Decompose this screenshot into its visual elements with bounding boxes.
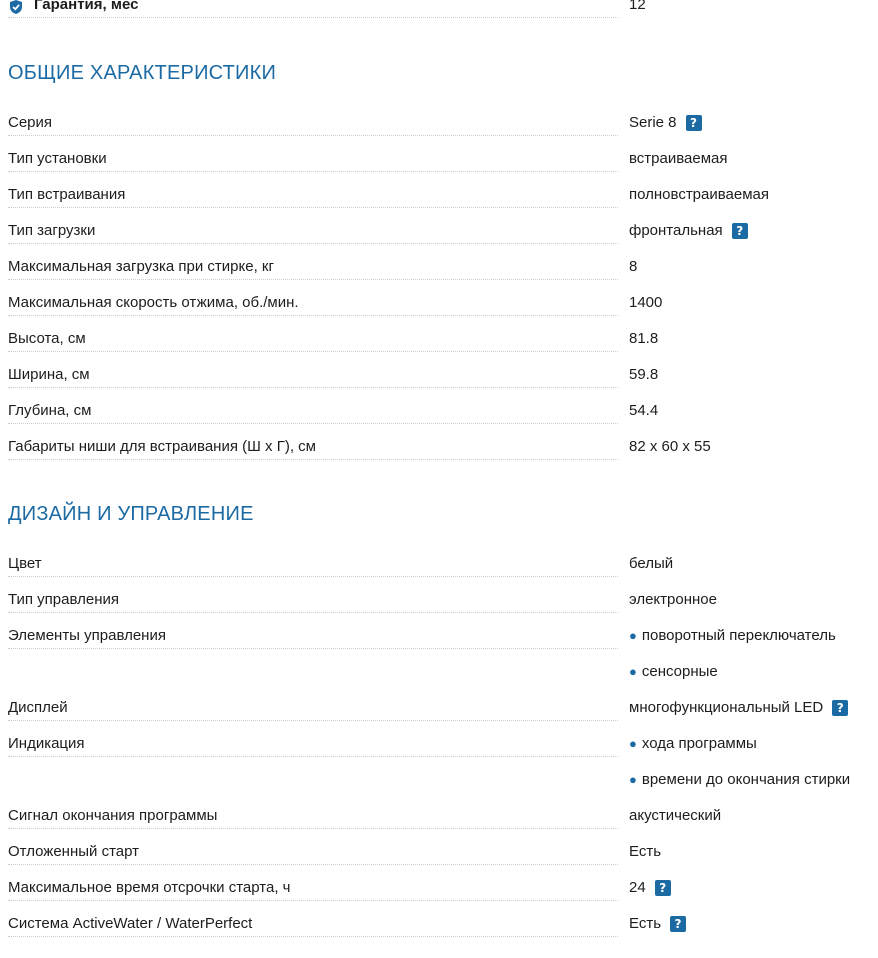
spec-row [8,330,878,366]
dotted-leader [8,351,618,352]
spec-value-cell [629,915,686,933]
spec-value: Есть [629,843,662,860]
dotted-leader [8,828,618,829]
spec-value-cell [629,807,721,825]
spec-row [8,294,878,330]
spec-value-cell [629,150,728,168]
dotted-leader [8,936,618,937]
help-icon[interactable]: ? [655,880,671,896]
dotted-leader [8,17,618,18]
spec-value: 24 [629,879,646,896]
dotted-leader [8,207,618,208]
spec-value-cell [629,258,637,276]
spec-value-cell [629,879,671,897]
spec-label-cell [8,555,618,591]
spec-row [8,555,878,591]
dotted-leader [8,648,618,649]
dotted-leader [8,576,618,577]
spec-label-cell [8,0,618,32]
spec-label: Глубина, см [8,402,97,419]
spec-label-cell [8,330,618,366]
spec-value-cell [629,843,661,861]
dotted-leader [8,612,618,613]
spec-value: фронтальная [629,222,723,239]
spec-value: акустический [629,807,722,824]
spec-value: Есть [629,915,662,932]
dotted-leader [8,900,618,901]
spec-label: Система ActiveWater / WaterPerfect [8,915,258,932]
spec-label-cell [8,627,618,663]
spec-label: Тип установки [8,150,113,167]
spec-value-bullet [629,771,850,789]
dotted-leader [8,756,618,757]
dotted-leader [8,459,618,460]
spec-label: Гарантия, мес [34,0,144,13]
spec-row [8,258,878,294]
spec-label: Максимальная скорость отжима, об./мин. [8,294,305,311]
spec-label-cell [8,294,618,330]
spec-value: 81.8 [629,330,659,347]
spec-label-cell [8,843,618,879]
spec-value: сенсорные [641,663,718,680]
spec-value-cell [629,438,711,456]
spec-value: встраиваемая [629,150,728,167]
dotted-leader [8,135,618,136]
spec-value-cell [629,222,748,240]
spec-value-cell [629,555,673,573]
spec-value-cell [629,186,769,204]
dotted-leader [8,423,618,424]
spec-row [8,591,878,627]
spec-label-cell [8,366,618,402]
dotted-leader [8,171,618,172]
spec-row [8,915,878,951]
spec-label: Высота, см [8,330,92,347]
section-title-design: ДИЗАЙН И УПРАВЛЕНИЕ [8,503,254,525]
bullet-icon: ● [629,772,637,787]
spec-value: 1400 [629,294,663,311]
help-icon[interactable]: ? [732,223,748,239]
bullet-icon: ● [629,628,637,643]
spec-label-cell [8,438,618,474]
spec-row [8,402,878,438]
spec-value: времени до окончания стирки [641,771,851,788]
dotted-leader [8,243,618,244]
dotted-leader [8,864,618,865]
help-icon[interactable]: ? [686,115,702,131]
spec-label-cell [8,258,618,294]
spec-label: Индикация [8,735,91,752]
spec-row [8,843,878,879]
spec-label-cell [8,114,618,150]
spec-value: многофункциональный LED [629,699,824,716]
spec-value: поворотный переключатель [641,627,836,644]
spec-value: 82 х 60 х 55 [629,438,711,455]
dotted-leader [8,720,618,721]
spec-value-cell [629,366,658,384]
spec-row [8,186,878,222]
spec-value-cell [629,330,658,348]
spec-label: Максимальная загрузка при стирке, кг [8,258,280,275]
spec-label-cell [8,699,618,735]
spec-row [8,114,878,150]
spec-value: 59.8 [629,366,659,383]
spec-label: Максимальное время отсрочки старта, ч [8,879,296,896]
spec-label: Отложенный старт [8,843,145,860]
spec-label: Тип загрузки [8,222,101,239]
spec-value: электронное [629,591,717,608]
spec-row [8,438,878,474]
spec-value-cell [629,591,717,609]
spec-value: полновстраиваемая [629,186,770,203]
spec-value: 12 [629,0,646,13]
spec-row [8,627,878,680]
spec-value-cell [629,114,702,132]
dotted-leader [8,279,618,280]
spec-label-cell [8,735,618,771]
spec-value-bullet [629,663,718,681]
spec-label-cell [8,222,618,258]
help-icon[interactable]: ? [832,700,848,716]
spec-row [8,699,878,735]
spec-row-warranty [8,0,878,32]
spec-row [8,222,878,258]
spec-label-cell [8,879,618,915]
spec-label: Элементы управления [8,627,172,644]
spec-label-cell [8,402,618,438]
spec-label-cell [8,807,618,843]
spec-value: 54.4 [629,402,659,419]
spec-row [8,735,878,788]
spec-value-cell [629,699,848,717]
dotted-leader [8,387,618,388]
spec-label: Цвет [8,555,48,572]
help-icon[interactable]: ? [670,916,686,932]
spec-value-bullet [629,735,757,753]
spec-label: Дисплей [8,699,74,716]
spec-value: белый [629,555,674,572]
spec-label-cell [8,591,618,627]
spec-label: Габариты ниши для встраивания (Ш х Г), см [8,438,322,455]
spec-value-cell [629,294,662,312]
spec-row [8,150,878,186]
bullet-icon: ● [629,736,637,751]
spec-row [8,879,878,915]
spec-label: Тип встраивания [8,186,131,203]
spec-value: Serie 8 [629,114,677,131]
spec-value-bullet [629,627,836,645]
spec-label: Серия [8,114,58,131]
spec-value: хода программы [641,735,757,752]
spec-label-cell [8,915,618,951]
spec-value-cell [629,402,658,420]
dotted-leader [8,315,618,316]
section-title-general: ОБЩИЕ ХАРАКТЕРИСТИКИ [8,62,277,84]
spec-row [8,807,878,843]
spec-value: 8 [629,258,638,275]
spec-label-cell [8,150,618,186]
spec-label: Ширина, см [8,366,96,383]
bullet-icon: ● [629,664,637,679]
spec-row [8,366,878,402]
spec-label: Тип управления [8,591,125,608]
shield-check-icon [8,0,24,15]
spec-label-cell [8,186,618,222]
spec-label: Сигнал окончания программы [8,807,223,824]
